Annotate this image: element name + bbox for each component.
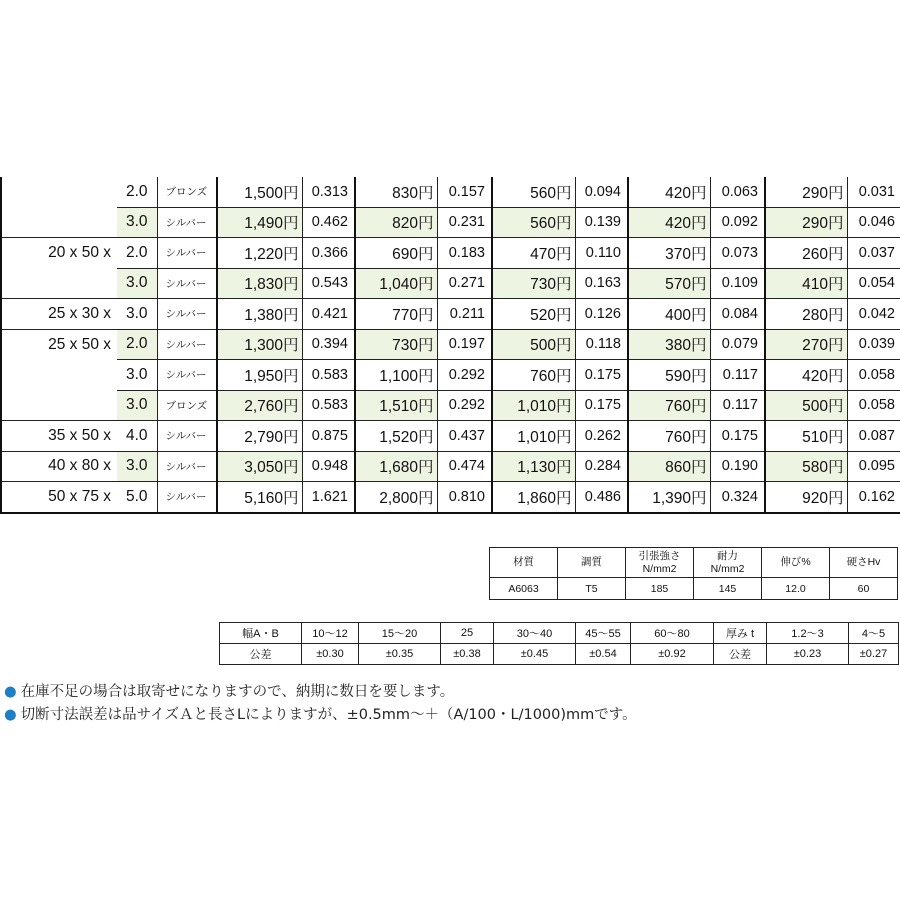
weight-cell: 0.284 (575, 451, 628, 482)
spec-value-cell: A6063 (490, 578, 558, 600)
tolerance-range-cell: 45～55 (576, 623, 631, 644)
price-cell: 570円 (628, 268, 710, 299)
price-cell: 1,380円 (217, 299, 302, 330)
weight-cell: 0.437 (437, 421, 492, 452)
price-cell: 1,490円 (217, 207, 302, 238)
stock-note-text: 在庫不足の場合は取寄せになりますので、納期に数日を要します。 (20, 684, 455, 700)
weight-cell: 0.583 (302, 390, 355, 421)
price-cell: 560円 (492, 177, 575, 207)
price-cell: 270円 (765, 329, 847, 360)
price-cell: 500円 (492, 329, 575, 360)
weight-cell: 0.583 (302, 360, 355, 391)
weight-cell: 0.042 (847, 299, 900, 330)
price-cell: 1,500円 (217, 177, 302, 207)
price-cell: 290円 (765, 207, 847, 238)
price-cell: 280円 (765, 299, 847, 330)
weight-cell: 0.183 (437, 238, 492, 269)
weight-cell: 1.621 (302, 482, 355, 513)
size-cell: 20 x 50 x (1, 238, 117, 269)
price-cell: 3,050円 (217, 451, 302, 482)
weight-cell: 0.139 (575, 207, 628, 238)
color-cell: シルバー (157, 482, 217, 513)
tolerance-value-cell: ±0.54 (576, 644, 631, 665)
tolerance-value-cell: ±0.35 (359, 644, 441, 665)
weight-cell: 0.117 (710, 390, 765, 421)
price-cell: 2,790円 (217, 421, 302, 452)
price-cell: 1,010円 (492, 390, 575, 421)
price-cell: 590円 (628, 360, 710, 391)
thickness-cell: 2.0 (117, 238, 157, 269)
table-row (1, 482, 900, 513)
table-row (1, 207, 900, 238)
thickness-cell: 5.0 (117, 482, 157, 513)
tolerance-range-cell: 厚み t (714, 623, 767, 644)
weight-cell: 0.073 (710, 238, 765, 269)
size-cell (1, 207, 117, 238)
price-table (0, 177, 900, 514)
tolerance-table (219, 622, 899, 665)
price-cell: 830円 (355, 177, 437, 207)
thickness-cell: 2.0 (117, 329, 157, 360)
price-cell: 690円 (355, 238, 437, 269)
weight-cell: 0.231 (437, 207, 492, 238)
price-cell: 2,760円 (217, 390, 302, 421)
price-cell: 420円 (628, 207, 710, 238)
weight-cell: 0.157 (437, 177, 492, 207)
price-cell: 1,950円 (217, 360, 302, 391)
price-cell: 760円 (628, 421, 710, 452)
weight-cell: 0.092 (710, 207, 765, 238)
spec-value-cell: 185 (626, 578, 694, 600)
bullet-icon: ● (4, 684, 17, 700)
thickness-cell: 2.0 (117, 177, 157, 207)
color-cell: シルバー (157, 329, 217, 360)
table-row (1, 268, 900, 299)
table-row (1, 390, 900, 421)
spec-header-cell: 硬さHv (830, 548, 898, 578)
tolerance-range-cell: 15～20 (359, 623, 441, 644)
weight-cell: 0.037 (847, 238, 900, 269)
bullet-icon: ● (4, 707, 17, 723)
thickness-cell: 3.0 (117, 390, 157, 421)
size-cell (1, 390, 117, 421)
table-row (1, 360, 900, 391)
thickness-cell: 4.0 (117, 421, 157, 452)
color-cell: シルバー (157, 238, 217, 269)
price-cell: 1,680円 (355, 451, 437, 482)
weight-cell: 0.094 (575, 177, 628, 207)
weight-cell: 0.095 (847, 451, 900, 482)
weight-cell: 0.079 (710, 329, 765, 360)
weight-cell: 0.039 (847, 329, 900, 360)
weight-cell: 0.110 (575, 238, 628, 269)
price-cell: 1,130円 (492, 451, 575, 482)
price-cell: 730円 (492, 268, 575, 299)
price-cell: 1,100円 (355, 360, 437, 391)
table-row (1, 177, 900, 207)
weight-cell: 0.462 (302, 207, 355, 238)
spec-value-cell: 12.0 (762, 578, 830, 600)
spec-header-cell: 伸び% (762, 548, 830, 578)
price-cell: 260円 (765, 238, 847, 269)
weight-cell: 0.394 (302, 329, 355, 360)
price-cell: 770円 (355, 299, 437, 330)
cutting-note-text: 切断寸法誤差は品サイズＡと長さLによりますが、±0.5mm～＋（A/100・L/1000)mmです。 (20, 707, 637, 723)
weight-cell: 0.875 (302, 421, 355, 452)
thickness-cell: 3.0 (117, 299, 157, 330)
size-cell: 25 x 50 x (1, 329, 117, 360)
thickness-cell: 3.0 (117, 451, 157, 482)
weight-cell: 0.366 (302, 238, 355, 269)
price-cell: 1,010円 (492, 421, 575, 452)
spec-value-cell: 145 (694, 578, 762, 600)
weight-cell: 0.163 (575, 268, 628, 299)
weight-cell: 0.262 (575, 421, 628, 452)
price-cell: 1,040円 (355, 268, 437, 299)
tolerance-range-cell: 30～40 (494, 623, 576, 644)
price-cell: 920円 (765, 482, 847, 513)
weight-cell: 0.063 (710, 177, 765, 207)
price-cell: 1,520円 (355, 421, 437, 452)
tolerance-value-cell: ±0.27 (849, 644, 899, 665)
color-cell: シルバー (157, 421, 217, 452)
weight-cell: 0.948 (302, 451, 355, 482)
weight-cell: 0.117 (710, 360, 765, 391)
weight-cell: 0.109 (710, 268, 765, 299)
weight-cell: 0.118 (575, 329, 628, 360)
price-cell: 1,300円 (217, 329, 302, 360)
weight-cell: 0.058 (847, 360, 900, 391)
price-cell: 860円 (628, 451, 710, 482)
price-cell: 510円 (765, 421, 847, 452)
tolerance-range-cell: 1.2～3 (767, 623, 849, 644)
spec-header-cell: 調質 (558, 548, 626, 578)
spec-header-cell: 引張強さ N/mm2 (626, 548, 694, 578)
price-cell: 1,860円 (492, 482, 575, 513)
thickness-cell: 3.0 (117, 360, 157, 391)
weight-cell: 0.474 (437, 451, 492, 482)
price-cell: 5,160円 (217, 482, 302, 513)
table-row (1, 329, 900, 360)
weight-cell: 0.292 (437, 360, 492, 391)
tolerance-range-cell: 60～80 (631, 623, 714, 644)
table-row (1, 238, 900, 269)
table-row (1, 421, 900, 452)
tolerance-value-cell: ±0.30 (302, 644, 359, 665)
weight-cell: 0.271 (437, 268, 492, 299)
price-cell: 560円 (492, 207, 575, 238)
spec-header-cell: 材質 (490, 548, 558, 578)
size-cell: 35 x 50 x (1, 421, 117, 452)
tolerance-range-cell: 幅A・B (220, 623, 302, 644)
price-cell: 2,800円 (355, 482, 437, 513)
weight-cell: 0.031 (847, 177, 900, 207)
price-cell: 380円 (628, 329, 710, 360)
weight-cell: 0.324 (710, 482, 765, 513)
color-cell: ブロンズ (157, 177, 217, 207)
weight-cell: 0.292 (437, 390, 492, 421)
weight-cell: 0.126 (575, 299, 628, 330)
weight-cell: 0.197 (437, 329, 492, 360)
weight-cell: 0.421 (302, 299, 355, 330)
weight-cell: 0.084 (710, 299, 765, 330)
price-cell: 410円 (765, 268, 847, 299)
price-cell: 730円 (355, 329, 437, 360)
weight-cell: 0.046 (847, 207, 900, 238)
size-cell (1, 268, 117, 299)
price-cell: 580円 (765, 451, 847, 482)
color-cell: シルバー (157, 207, 217, 238)
price-cell: 760円 (492, 360, 575, 391)
price-cell: 420円 (628, 177, 710, 207)
weight-cell: 0.810 (437, 482, 492, 513)
tolerance-range-cell: 10～12 (302, 623, 359, 644)
price-cell: 290円 (765, 177, 847, 207)
tolerance-value-cell: 公差 (714, 644, 767, 665)
tolerance-range-cell: 25 (441, 623, 494, 644)
price-cell: 370円 (628, 238, 710, 269)
price-cell: 400円 (628, 299, 710, 330)
price-cell: 820円 (355, 207, 437, 238)
tolerance-value-cell: 公差 (220, 644, 302, 665)
weight-cell: 0.162 (847, 482, 900, 513)
material-spec-table (489, 547, 898, 600)
weight-cell: 0.175 (575, 390, 628, 421)
size-cell: 40 x 80 x (1, 451, 117, 482)
size-cell (1, 360, 117, 391)
table-row (1, 299, 900, 330)
weight-cell: 0.190 (710, 451, 765, 482)
weight-cell: 0.486 (575, 482, 628, 513)
color-cell: シルバー (157, 360, 217, 391)
price-cell: 420円 (765, 360, 847, 391)
tolerance-value-cell: ±0.45 (494, 644, 576, 665)
price-cell: 1,830円 (217, 268, 302, 299)
price-cell: 1,510円 (355, 390, 437, 421)
price-cell: 470円 (492, 238, 575, 269)
spec-value-cell: T5 (558, 578, 626, 600)
tolerance-value-cell: ±0.92 (631, 644, 714, 665)
weight-cell: 0.058 (847, 390, 900, 421)
weight-cell: 0.175 (710, 421, 765, 452)
weight-cell: 0.054 (847, 268, 900, 299)
weight-cell: 0.087 (847, 421, 900, 452)
size-cell: 25 x 30 x (1, 299, 117, 330)
spec-header-cell: 耐力 N/mm2 (694, 548, 762, 578)
spec-value-cell: 60 (830, 578, 898, 600)
tolerance-range-cell: 4～5 (849, 623, 899, 644)
price-cell: 1,390円 (628, 482, 710, 513)
size-cell (1, 177, 117, 207)
cutting-note (4, 703, 637, 724)
size-cell: 50 x 75 x (1, 482, 117, 513)
thickness-cell: 3.0 (117, 207, 157, 238)
price-cell: 760円 (628, 390, 710, 421)
thickness-cell: 3.0 (117, 268, 157, 299)
color-cell: ブロンズ (157, 390, 217, 421)
color-cell: シルバー (157, 299, 217, 330)
price-cell: 1,220円 (217, 238, 302, 269)
tolerance-value-cell: ±0.38 (441, 644, 494, 665)
table-row (1, 451, 900, 482)
color-cell: シルバー (157, 268, 217, 299)
weight-cell: 0.211 (437, 299, 492, 330)
weight-cell: 0.313 (302, 177, 355, 207)
price-cell: 520円 (492, 299, 575, 330)
price-cell: 500円 (765, 390, 847, 421)
weight-cell: 0.175 (575, 360, 628, 391)
stock-note (4, 680, 454, 701)
color-cell: シルバー (157, 451, 217, 482)
tolerance-value-cell: ±0.23 (767, 644, 849, 665)
weight-cell: 0.543 (302, 268, 355, 299)
